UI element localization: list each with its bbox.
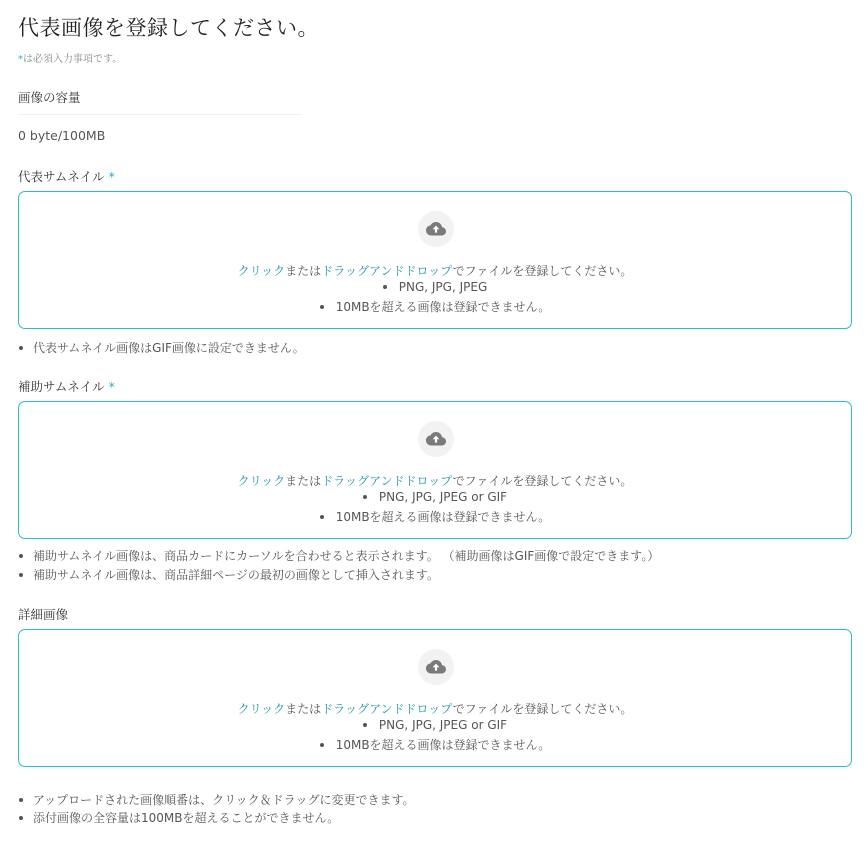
bullet-icon	[19, 554, 23, 558]
cloud-upload-glyph	[426, 660, 446, 674]
main-or-text: または	[285, 264, 322, 278]
detail-instruction-suffix: でファイルを登録してください。	[452, 702, 633, 716]
detail-note	[18, 809, 339, 826]
bullet-icon	[363, 723, 367, 727]
detail-formats-line	[19, 718, 851, 732]
cloud-upload-glyph	[426, 432, 446, 446]
detail-dropzone-instruction	[19, 700, 851, 717]
bullet-icon	[320, 743, 324, 747]
sub-dropzone-instruction	[19, 472, 851, 489]
main-click-link[interactable]: クリック	[237, 264, 286, 278]
bullet-icon	[363, 495, 367, 499]
detail-images-label-text: 詳細画像	[18, 607, 69, 622]
bullet-icon	[19, 346, 23, 350]
sub-note	[18, 566, 439, 583]
bullet-icon	[19, 816, 23, 820]
sub-or-text: または	[285, 474, 322, 488]
main-formats-line	[19, 280, 851, 294]
detail-note	[18, 791, 414, 808]
capacity-divider	[18, 114, 302, 115]
main-drag-drop-link[interactable]: ドラッグアンドドロップ	[321, 264, 453, 278]
sub-click-link[interactable]: クリック	[237, 474, 286, 488]
main-dropzone-instruction	[19, 262, 851, 279]
required-note-text: は必須入力事項です。	[23, 54, 123, 65]
main-thumbnail-label	[18, 167, 115, 185]
bullet-icon	[383, 285, 387, 289]
sub-formats: PNG, JPG, JPEG or GIF	[378, 490, 508, 504]
bullet-icon	[320, 305, 324, 309]
main-thumbnail-dropzone[interactable]	[18, 191, 852, 329]
bullet-icon	[320, 515, 324, 519]
detail-drag-drop-link[interactable]: ドラッグアンドドロップ	[321, 702, 453, 716]
sub-thumbnail-label	[18, 377, 115, 395]
sub-note-text-2: 補助サムネイル画像は、商品詳細ページの最初の画像として挿入されます。	[33, 568, 439, 582]
sub-instruction-suffix: でファイルを登録してください。	[452, 474, 633, 488]
sub-note	[18, 547, 659, 564]
detail-images-dropzone[interactable]	[18, 629, 852, 767]
main-size-limit: 10MBを超える画像は登録できません。	[335, 300, 551, 314]
sub-thumbnail-label-text: 補助サムネイル	[18, 379, 105, 394]
bullet-icon	[19, 573, 23, 577]
main-thumbnail-required-mark: *	[108, 169, 115, 184]
main-formats: PNG, JPG, JPEG	[398, 280, 488, 294]
detail-size-limit-line	[19, 736, 851, 753]
sub-note-text-1: 補助サムネイル画像は、商品カードにカーソルを合わせると表示されます。 （補助画像はGIF画像で設定できます。）	[33, 549, 660, 563]
cloud-upload-glyph	[426, 222, 446, 236]
detail-formats: PNG, JPG, JPEG or GIF	[378, 718, 508, 732]
capacity-label: 画像の容量	[18, 90, 81, 105]
main-size-limit-line	[19, 298, 851, 315]
sub-size-limit: 10MBを超える画像は登録できません。	[335, 510, 551, 524]
bullet-icon	[19, 798, 23, 802]
main-thumbnail-label-text: 代表サムネイル	[18, 169, 105, 184]
sub-drag-drop-link[interactable]: ドラッグアンドドロップ	[321, 474, 453, 488]
sub-thumbnail-dropzone[interactable]	[18, 401, 852, 539]
page-title: 代表画像を登録してください。	[18, 16, 319, 40]
sub-formats-line	[19, 490, 851, 504]
cloud-upload-icon	[418, 421, 454, 457]
required-note	[18, 50, 122, 65]
sub-size-limit-line	[19, 508, 851, 525]
capacity-value: 0 byte/100MB	[18, 128, 106, 143]
sub-thumbnail-required-mark: *	[108, 379, 115, 394]
detail-images-label	[18, 605, 68, 623]
detail-click-link[interactable]: クリック	[237, 702, 286, 716]
cloud-upload-icon	[418, 211, 454, 247]
detail-note-text-1: アップロードされた画像順番は、クリック＆ドラッグに変更できます。	[33, 793, 415, 807]
required-note-mark: *	[18, 54, 23, 65]
detail-size-limit: 10MBを超える画像は登録できません。	[335, 738, 551, 752]
main-note-text: 代表サムネイル画像はGIF画像に設定できません。	[33, 341, 305, 355]
main-note	[18, 339, 305, 356]
detail-note-text-2: 添付画像の全容量は100MBを超えることができません。	[33, 811, 340, 825]
main-instruction-suffix: でファイルを登録してください。	[452, 264, 633, 278]
detail-or-text: または	[285, 702, 322, 716]
cloud-upload-icon	[418, 649, 454, 685]
